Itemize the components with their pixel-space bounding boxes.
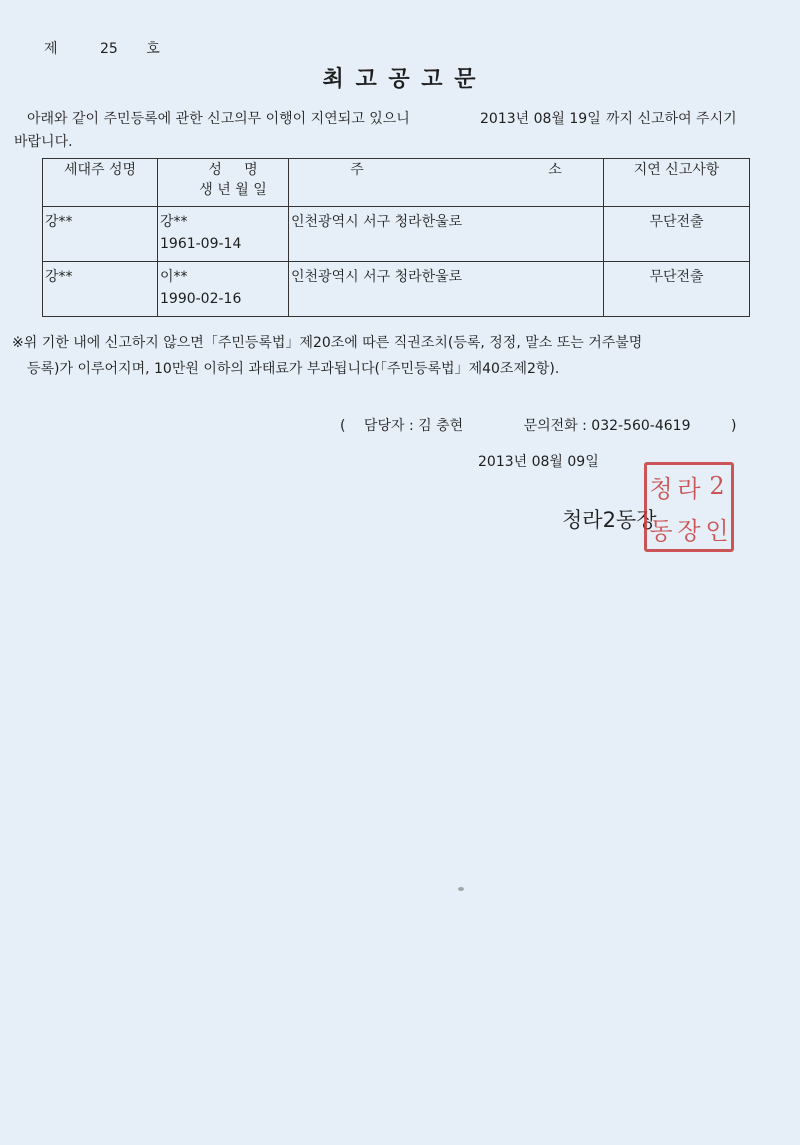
cell-householder: 강** [45, 269, 73, 285]
cell-address: 인천광역시 서구 청라한울로 [291, 214, 463, 230]
doc-number-value: 25 [99, 41, 118, 57]
table-header-row [43, 159, 750, 207]
contact-open-paren: ( [340, 418, 346, 434]
body-line-1: 아래와 같이 주민등록에 관한 신고의무 이행이 지연되고 있으니 [27, 111, 410, 127]
signature-title: 청라2동장 [562, 508, 657, 532]
header-householder: 세대주 성명 [43, 159, 158, 207]
header-name-birth [158, 159, 289, 207]
cell-name: 강** [160, 214, 188, 230]
issue-date: 2013년 08월 09일 [478, 454, 599, 470]
cell-birth: 1961-09-14 [160, 236, 242, 252]
scan-speck [458, 887, 464, 891]
header-name: 성 명 [208, 162, 258, 178]
official-seal-icon: 청 라 2 동 장 인 [644, 462, 734, 552]
contact-manager: 담당자 : 김 충현 [363, 418, 464, 434]
header-birth: 생 년 월 일 [199, 182, 267, 198]
body-line-1-end: 까지 신고하여 주시기 [606, 111, 737, 127]
delay-report-table [42, 158, 750, 317]
table-row [43, 207, 750, 262]
cell-delay: 무단전출 [649, 269, 704, 285]
cell-delay: 무단전출 [649, 214, 704, 230]
doc-number-suffix: 호 [146, 41, 160, 57]
legal-note-line-2: 등록)가 이루어지며, 10만원 이하의 과태료가 부과됩니다(「주민등록법」제40조제2항). [27, 361, 560, 377]
contact-info [340, 415, 736, 435]
header-address [289, 159, 604, 207]
legal-note-line-1: ※위 기한 내에 신고하지 않으면「주민등록법」제20조에 따른 직권조치(등록, 정정, 말소 또는 거주불명 [12, 335, 643, 351]
contact-close-paren: ) [730, 418, 737, 434]
cell-householder: 강** [45, 214, 73, 230]
cell-birth: 1990-02-16 [160, 291, 242, 307]
header-delay: 지연 신고사항 [604, 159, 750, 207]
header-address-part1: 주 [350, 162, 364, 178]
contact-phone: 문의전화 : 032-560-4619 [523, 418, 691, 434]
deadline-date: 2013년 08월 19일 [480, 111, 601, 127]
table-row [43, 262, 750, 317]
doc-number-prefix: 제 [44, 41, 58, 57]
header-address-part2: 소 [548, 162, 562, 178]
cell-address: 인천광역시 서구 청라한울로 [291, 269, 463, 285]
body-line-2: 바랍니다. [14, 134, 73, 150]
document-number [44, 38, 160, 58]
page-title: 최 고 공 고 문 [322, 67, 478, 92]
cell-name: 이** [160, 269, 188, 285]
